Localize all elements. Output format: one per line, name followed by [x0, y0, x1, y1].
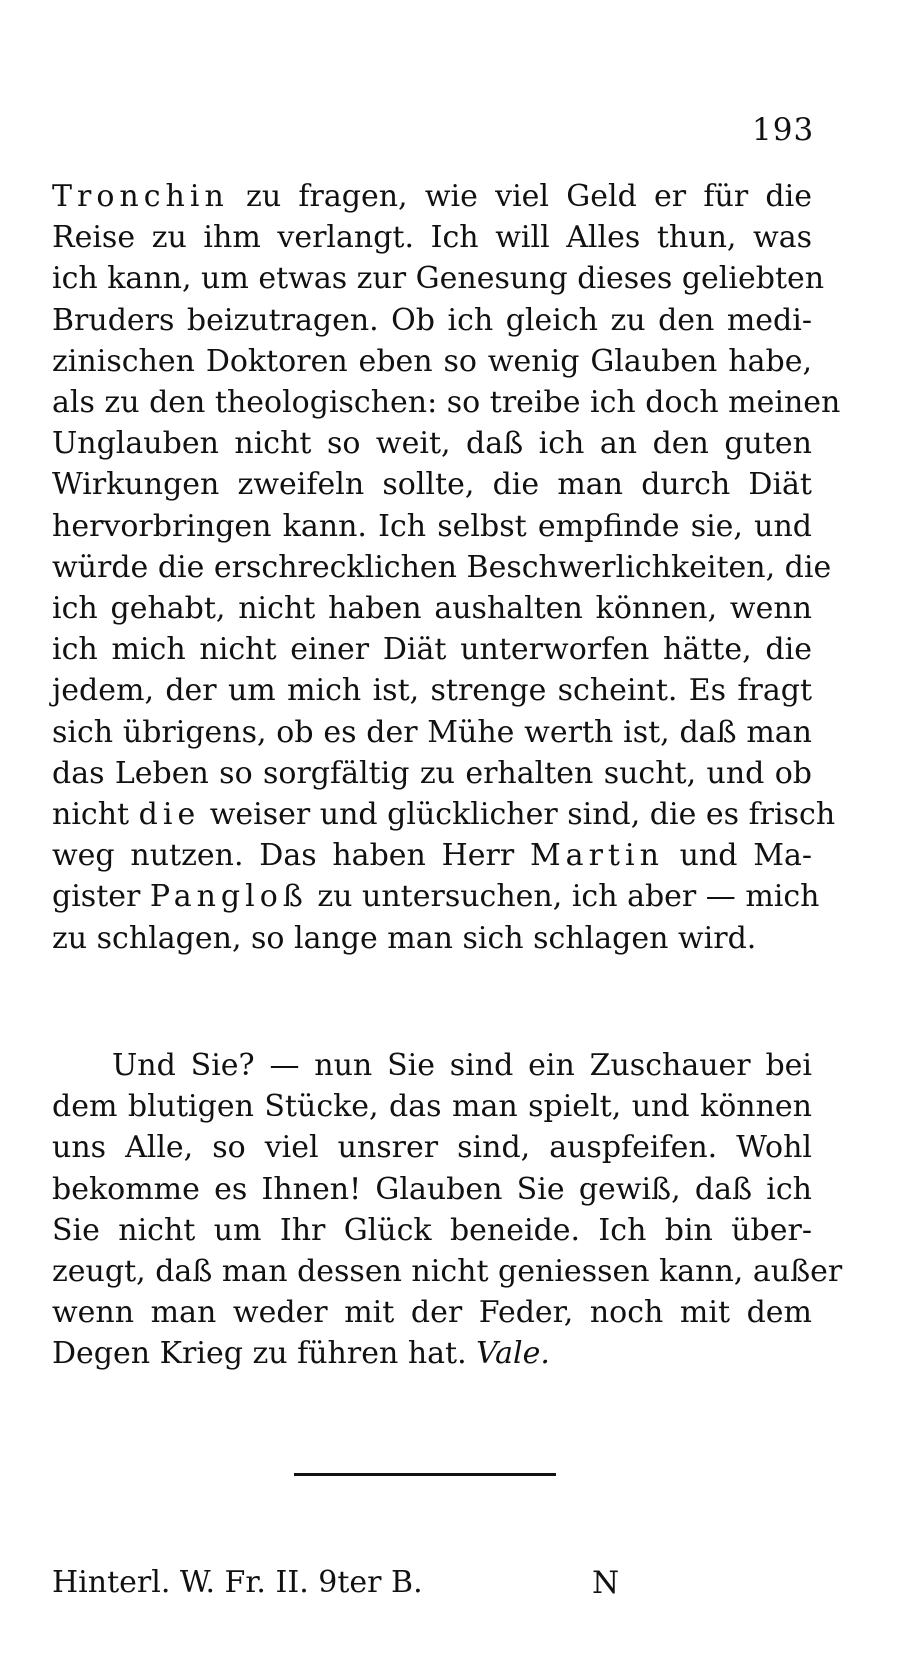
text-fragment: und Ma-: [663, 838, 812, 874]
text-line: das Leben so sorgfältig zu erhalten sucht, und ob: [52, 755, 812, 791]
text-line: jedem, der um mich ist, strenge scheint. Es fragt: [52, 673, 812, 709]
name-martin: Martin: [529, 838, 664, 874]
paragraph-1: [52, 176, 841, 959]
text-line: [52, 1333, 812, 1374]
text-line: [52, 876, 820, 917]
text-line: Wirkungen zweifeln sollte, die man durch Diät: [52, 467, 812, 503]
text-line: Sie nicht um Ihr Glück beneide. Ich bin über-: [52, 1212, 812, 1248]
text-line: würde die erschrecklichen Beschwerlichkeiten, die: [52, 549, 832, 585]
text-line: ich gehabt, nicht haben aushalten können, wenn: [52, 591, 812, 627]
text-fragment: zu fragen, wie viel Geld er für die: [228, 179, 812, 214]
name-pangloss: Pangloß: [149, 879, 308, 915]
text-fragment: Degen Krieg zu führen hat.: [52, 1336, 477, 1372]
text-line: [52, 835, 812, 876]
text-line: wenn man weder mit der Feder, noch mit dem: [52, 1295, 812, 1331]
closing-vale: Vale.: [476, 1336, 550, 1372]
text-line: zinischen Doktoren eben so wenig Glauben habe,: [52, 343, 812, 379]
text-line: bekomme es Ihnen! Glauben Sie gewiß, daß ich: [52, 1171, 812, 1207]
text-line: dem blutigen Stücke, das man spielt, und können: [52, 1089, 812, 1125]
text-line: sich übrigens, ob es der Mühe werth ist, daß man: [52, 714, 812, 750]
name-tronchin: Tronchin: [52, 179, 229, 214]
text-fragment: gister: [52, 879, 150, 915]
paragraph-2: [52, 1045, 843, 1375]
section-divider: [294, 1473, 556, 1476]
text-line: als zu den theologischen: so treibe ich doch meinen: [52, 385, 841, 421]
text-line: ich kann, um etwas zur Genesung dieses geliebten: [52, 261, 825, 297]
text-line: zu schlagen, so lange man sich schlagen wird.: [52, 920, 757, 956]
text-line: ich mich nicht einer Diät unterworfen hätte, die: [52, 632, 812, 668]
text-line: [52, 794, 836, 835]
text-fragment: weg nutzen. Das haben Herr: [52, 838, 530, 874]
signature-mark: N: [592, 1565, 620, 1601]
text-fragment: weiser und glücklicher sind, die es frisch: [200, 797, 836, 833]
text-fragment: nicht: [52, 797, 139, 833]
printer-signature: Hinterl. W. Fr. II. 9ter B.: [52, 1565, 423, 1600]
text-line: hervorbringen kann. Ich selbst empfinde sie, und: [52, 508, 812, 544]
text-line: [52, 176, 812, 217]
text-line: Unglauben nicht so weit, daß ich an den guten: [52, 426, 812, 462]
page-number: 193: [752, 112, 815, 148]
text-line: Und Sie? — nun Sie sind ein Zuschauer bei: [112, 1048, 812, 1083]
text-line: Reise zu ihm verlangt. Ich will Alles thun, was: [52, 220, 812, 256]
text-line: Bruders beizutragen. Ob ich gleich zu den medi-: [52, 302, 812, 338]
text-line: zeugt, daß man dessen nicht geniessen kann, außer: [52, 1254, 843, 1290]
emphasis-die: die: [138, 797, 201, 833]
text-fragment: zu untersuchen, ich aber — mich: [307, 879, 820, 915]
text-line: uns Alle, so viel unsrer sind, auspfeifen. Wohl: [52, 1130, 812, 1166]
